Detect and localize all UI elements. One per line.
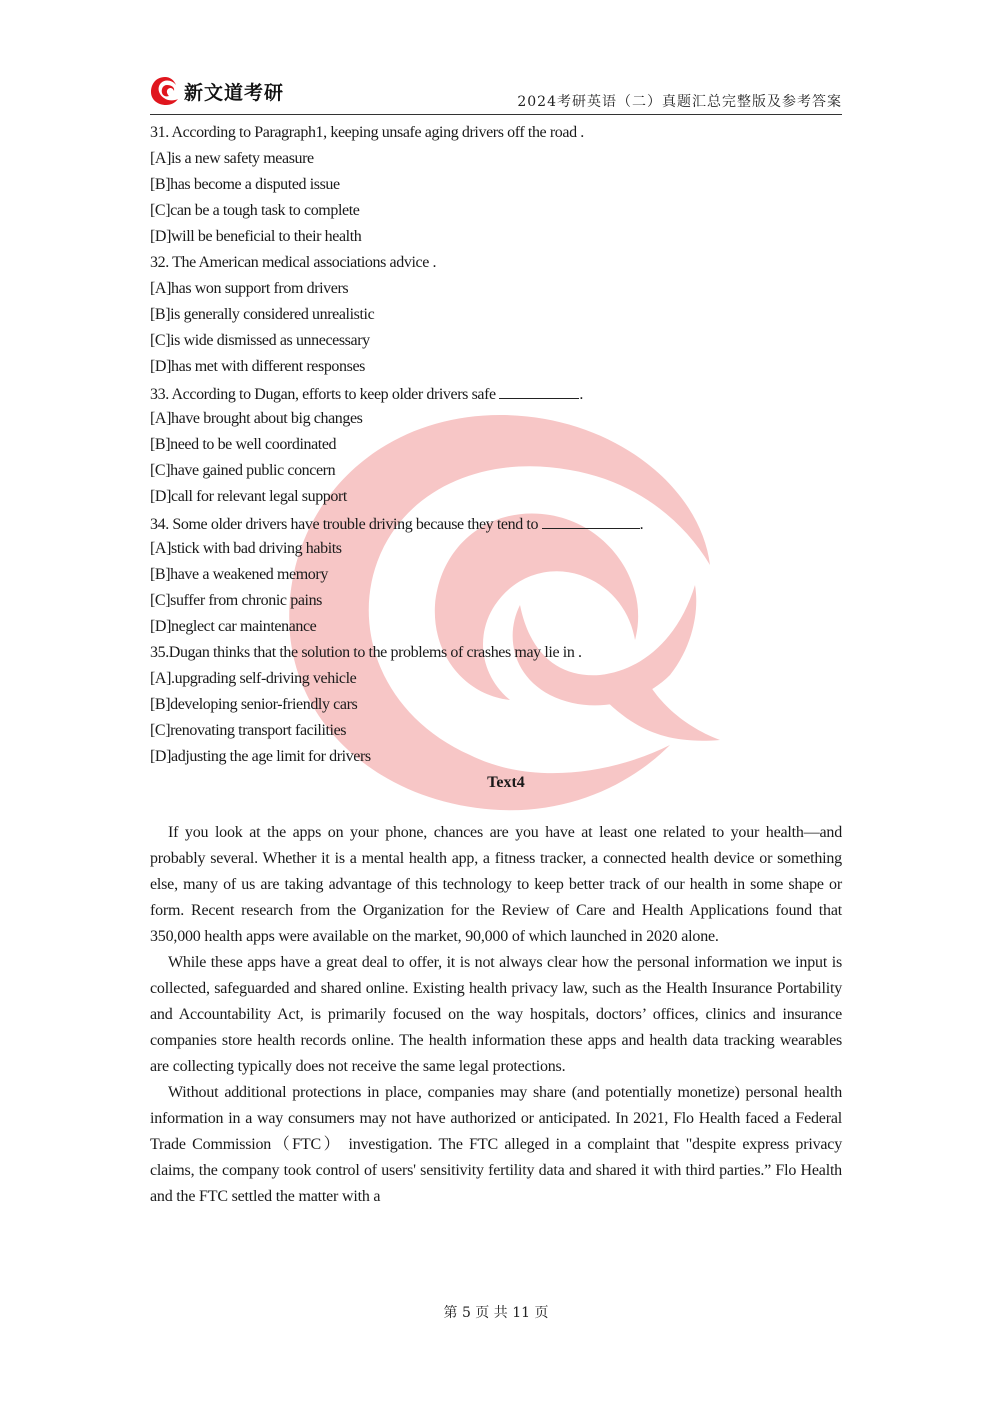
question-stem: 33. According to Dugan, efforts to keep older drivers safe (150, 386, 500, 403)
paragraph: Without additional protections in place, companies may share (and potentially monetize) personal health information in a way consumers may not have authorized or anticipated. In 2021, Flo Health faced a Federal Trade Commission（FTC） investigation. The FTC alleged in a complaint that "despite express privacy claims, the company took control of users' sensitivity fertility data and shared it with third parties.” Flo Health and the FTC settled the matter with a (150, 1084, 842, 1205)
option-b: [B]is generally considered unrealistic (150, 306, 375, 323)
question-stem: 31. According to Paragraph1, keeping unsafe aging drivers off the road . (150, 124, 584, 141)
paragraph: While these apps have a great deal to offer, it is not always clear how the personal information we input is collected, safeguarded and shared online. Existing health privacy law, such as the Health Insurance Portability and Accountability Act, is primarily focused on the way hospitals, doctors’ offices, clinics and insurance companies store health records online. The health information these apps and health data tracking wearables are collecting typically does not receive the same legal protections. (150, 954, 842, 1075)
option-b: [B]has become a disputed issue (150, 176, 340, 193)
question-32 (150, 250, 842, 380)
option-c: [C]have gained public concern (150, 462, 336, 479)
option-a: [A]has won support from drivers (150, 280, 349, 297)
option-b: [B]developing senior-friendly cars (150, 696, 358, 713)
page-number: 第 5 页 共 11 页 (443, 1305, 549, 1321)
stem-end: . (579, 386, 583, 403)
option-c: [C]renovating transport facilities (150, 722, 347, 739)
question-34 (150, 510, 842, 640)
option-c: [C]is wide dismissed as unnecessary (150, 332, 370, 349)
option-a: [A].upgrading self-driving vehicle (150, 670, 357, 687)
question-stem-line (150, 510, 842, 536)
option-a: [A]stick with bad driving habits (150, 540, 342, 557)
page-header (150, 74, 842, 115)
option-d: [D]adjusting the age limit for drivers (150, 748, 371, 765)
option-c: [C]can be a tough task to complete (150, 202, 360, 219)
question-33 (150, 380, 842, 510)
question-stem: 32. The American medical associations advice . (150, 254, 437, 271)
question-35 (150, 640, 842, 770)
paragraph: If you look at the apps on your phone, chances are you have at least one related to your health—and probably several. Whether it is a mental health app, a fitness tracker, a connected health device or something else, many of us are taking advantage of this technology to keep better track of our health in some shape or form. Recent research from the Organization for the Review of Care and Health Applications found that 350,000 health apps were available on the market, 90,000 of which launched in 2020 alone. (150, 824, 842, 945)
brand-logo (150, 76, 284, 106)
option-a: [A]have brought about big changes (150, 410, 363, 427)
option-d: [D]will be beneficial to their health (150, 228, 362, 245)
brand-name: 新文道考研 (184, 81, 285, 104)
option-b: [B]have a weakened memory (150, 566, 328, 583)
option-c: [C]suffer from chronic pains (150, 592, 323, 609)
option-a: [A]is a new safety measure (150, 150, 314, 167)
option-b: [B]need to be well coordinated (150, 436, 337, 453)
answer-blank (542, 510, 640, 529)
option-d: [D]neglect car maintenance (150, 618, 317, 635)
page-content (150, 120, 842, 1210)
answer-blank (499, 380, 579, 399)
reading-passage (150, 820, 842, 1210)
question-stem: 35.Dugan thinks that the solution to the problems of crashes may lie in . (150, 644, 582, 661)
question-stem: 34. Some older drivers have trouble driving because they tend to (150, 516, 542, 533)
phoenix-logo-icon (150, 76, 180, 106)
document-title: 2024考研英语（二）真题汇总完整版及参考答案 (517, 94, 842, 110)
question-31 (150, 120, 842, 250)
stem-end: . (639, 516, 644, 533)
section-heading: Text4 (487, 774, 525, 791)
question-stem-line (150, 380, 842, 406)
option-d: [D]has met with different responses (150, 358, 365, 375)
option-d: [D]call for relevant legal support (150, 488, 347, 505)
